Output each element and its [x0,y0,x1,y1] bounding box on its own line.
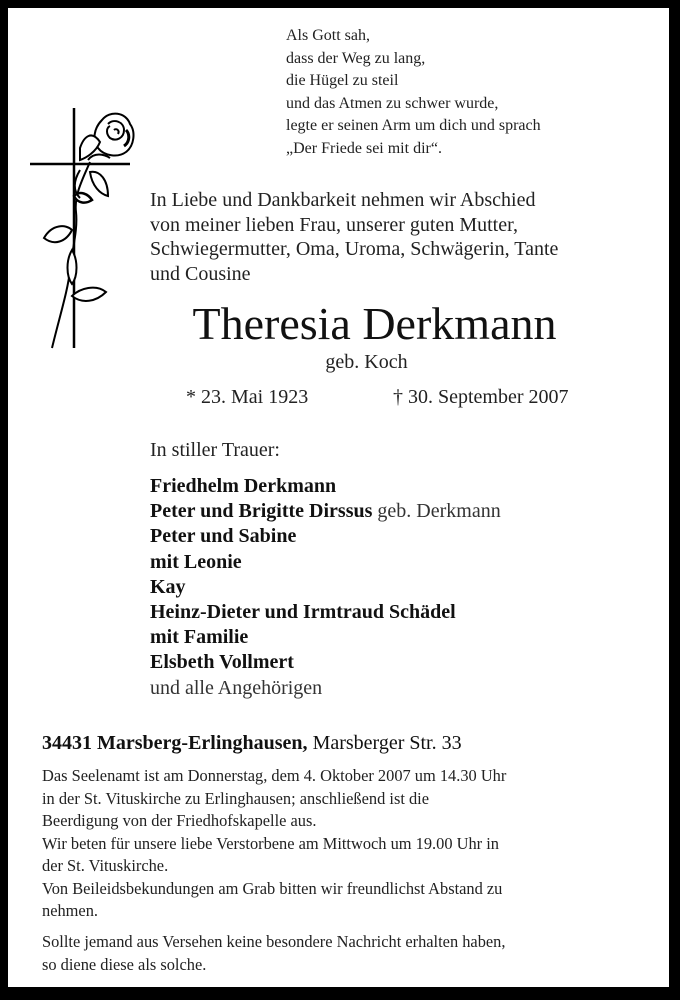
address-city: 34431 Marsberg-Erlinghausen, [42,732,308,754]
mourner-entry [150,600,501,625]
poem-line: Als Gott sah, [286,27,370,44]
poem-line: legte er seinen Arm um dich und sprach [286,117,541,134]
mourner-entry [150,474,501,499]
mourner-entry [150,575,501,600]
mourner-name: Peter und Brigitte Dirssus [150,500,373,523]
mourner-entry [150,650,501,675]
details-line: in der St. Vituskirche zu Erlinghausen; anschließend ist die [42,788,429,808]
details-line: Beerdigung von der Friedhofskapelle aus. [42,811,317,830]
mourner-entry [150,625,501,650]
mourner-note: und alle Angehörigen [150,676,323,699]
farewell-line: von meiner lieben Frau, unserer guten Mutter, [150,213,518,236]
birth-date: * 23. Mai 1923 [186,386,309,408]
address [42,731,462,755]
mourner-entry [150,550,501,575]
mourner-name: Friedhelm Derkmann [150,475,337,497]
service-details [42,765,506,923]
death-date: † 30. September 2007 [393,386,569,408]
address-street: Marsberger Str. 33 [307,732,462,754]
poem-line: dass der Weg zu lang, [286,49,426,67]
mourner-name: Kay [150,575,186,598]
details-line: nehmen. [42,901,98,920]
mourner-name: mit Familie [150,626,249,649]
farewell-line: und Cousine [150,262,251,285]
closing-note [42,931,505,976]
mourner-name: Peter und Sabine [150,525,297,548]
closing-line: Sollte jemand aus Versehen keine besondere Nachricht erhalten haben, [42,932,506,951]
mourners-list [150,474,501,701]
mourners-heading: In stiller Trauer: [150,439,280,461]
farewell-line: Schwiegermutter, Oma, Uroma, Schwägerin, Tante [150,238,559,260]
mourner-name: Elsbeth Vollmert [150,651,294,674]
farewell-text [150,188,558,286]
mourner-name: mit Leonie [150,550,242,573]
details-line: Von Beileidsbekundungen am Grab bitten wir freundlichst Abstand zu [42,878,503,898]
poem [286,25,541,160]
details-line: Wir beten für unsere liebe Verstorbene am Mittwoch um 19.00 Uhr in [42,833,499,853]
mourner-entry [150,524,501,549]
mourner-name: Heinz-Dieter und Irmtraud Schädel [150,601,456,624]
deceased-name: Theresia Derkmann [192,298,557,349]
mourner-entry [150,676,501,701]
maiden-name: geb. Koch [325,351,408,373]
closing-line: so diene diese als solche. [42,954,207,974]
poem-line: die Hügel zu steil [286,72,399,89]
details-line: Das Seelenamt ist am Donnerstag, dem 4. Oktober 2007 um 14.30 Uhr [42,766,507,785]
farewell-line: In Liebe und Dankbarkeit nehmen wir Abschied [150,189,536,211]
mourner-note: geb. Derkmann [372,500,501,523]
poem-line: und das Atmen zu schwer wurde, [286,94,499,112]
details-line: der St. Vituskirche. [42,856,169,875]
poem-line: „Der Friede sei mit dir“. [286,139,442,157]
obituary-notice [8,8,669,987]
mourner-entry [150,499,501,524]
